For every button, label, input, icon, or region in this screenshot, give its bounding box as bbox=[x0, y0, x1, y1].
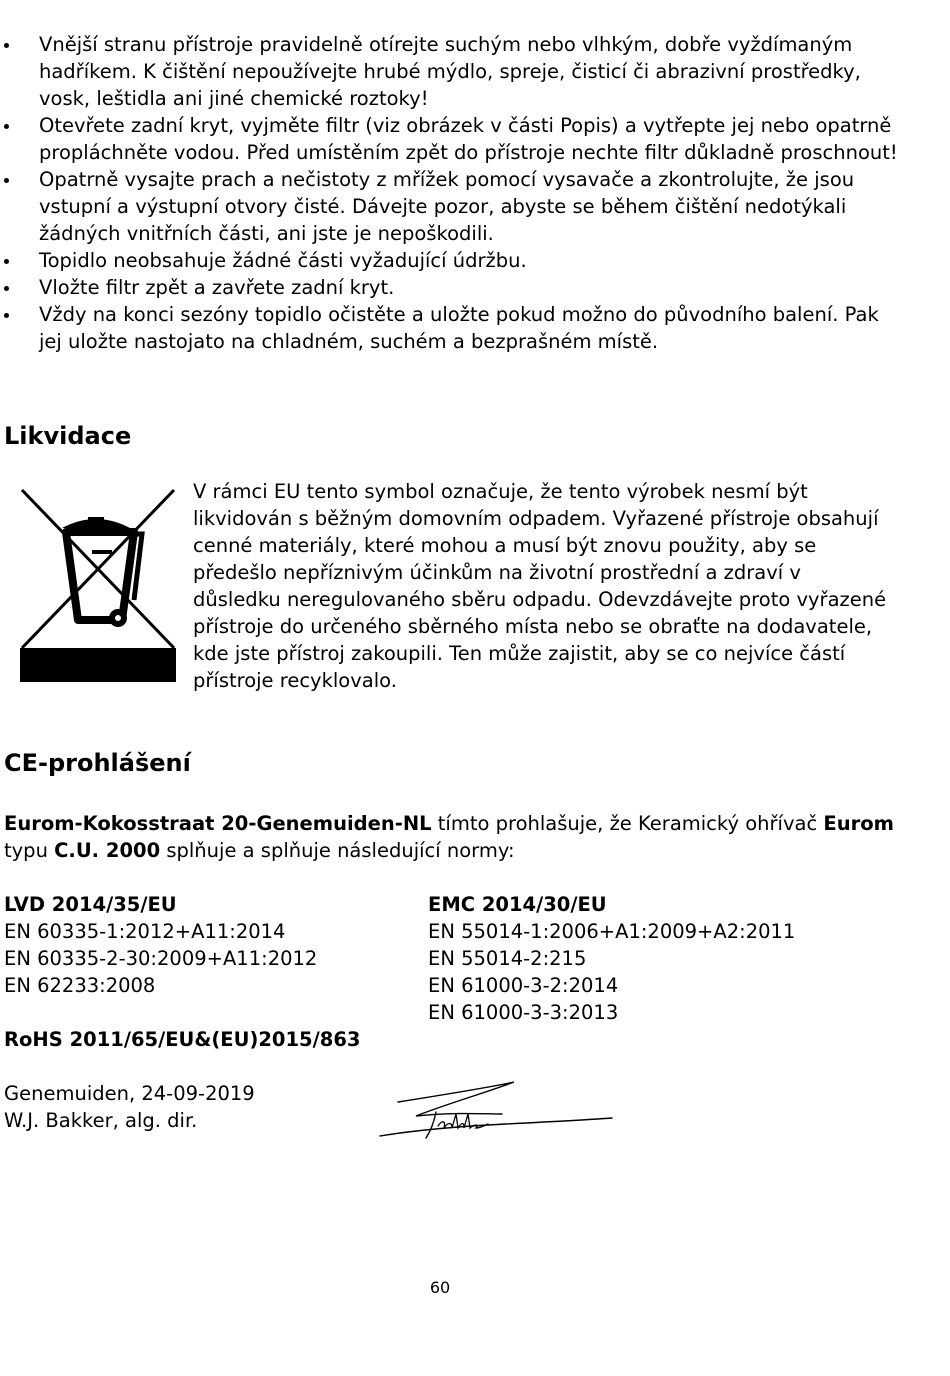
standard-item: EN 61000-3-2:2014 bbox=[428, 974, 619, 997]
rohs-title: RoHS 2011/65/EU&(EU)2015/863 bbox=[4, 1028, 361, 1051]
declaration-text: tímto prohlašuje, že Keramický ohřívač bbox=[431, 812, 824, 835]
list-item: Vždy na konci sezóny topidlo očistěte a uložte pokud možno do původního balení. Pak jej uložte nastojato na chladném, suchém a bezprašném místě. bbox=[0, 301, 900, 355]
company-name: Eurom-Kokosstraat 20-Genemuiden-NL bbox=[4, 812, 432, 835]
list-item: Otevřete zadní kryt, vyjměte filtr (viz obrázek v části Popis) a vytřepte jej nebo opatrně propláchněte vodou. Před umístěním zpět do přístroje nechte filtr důkladně proschnout! bbox=[0, 112, 900, 166]
model-name: C.U. 2000 bbox=[54, 839, 161, 862]
disposal-text: V rámci EU tento symbol označuje, že tento výrobek nesmí být likvidován s běžným domovním odpadem. Vyřazené přístroje obsahují cenné materiály, které mohou a musí být znovu použity, aby se předešlo nepříznivým účinkům na životní prostřední a zdraví v důsledku neregulovaného sběru odpadu. Odevzdávejte proto vyřazené přístroje do určeného sběrného místa nebo se obraťte na dodavatele, kde jste přístroj zakoupili. Ten může zajistit, aby se co nejvíce částí přístroje recyklovalo. bbox=[193, 480, 887, 692]
signature-icon bbox=[376, 1074, 616, 1148]
list-item: Opatrně vysajte prach a nečistoty z mřížek pomocí vysavače a zkontrolujte, že jsou vstupní a výstupní otvory čisté. Dávejte pozor, abyste se během čištění nedotýkali žádných vnitřních části, ani jste je nepoškodili. bbox=[0, 166, 900, 247]
brand-name: Eurom bbox=[823, 812, 894, 835]
standard-item: EN 62233:2008 bbox=[4, 974, 156, 997]
declaration-text: typu bbox=[4, 839, 55, 862]
lvd-standards bbox=[4, 891, 317, 999]
section-heading-ce: CE-prohlášení bbox=[4, 749, 191, 777]
crossed-out-wheelie-bin-icon bbox=[18, 484, 181, 682]
declaration-text: splňuje a splňuje následující normy: bbox=[160, 839, 515, 862]
page-number: 60 bbox=[429, 1278, 451, 1297]
standard-item: EN 55014-1:2006+A1:2009+A2:2011 bbox=[428, 920, 796, 943]
standard-item: EN 55014-2:215 bbox=[428, 947, 587, 970]
lvd-title: LVD 2014/35/EU bbox=[4, 893, 177, 916]
maintenance-list bbox=[0, 31, 900, 355]
emc-standards bbox=[428, 891, 795, 1026]
list-item: Topidlo neobsahuje žádné části vyžadující údržbu. bbox=[0, 247, 900, 274]
standard-item: EN 61000-3-3:2013 bbox=[428, 1001, 619, 1024]
section-heading-disposal: Likvidace bbox=[4, 422, 132, 450]
list-item: Vnější stranu přístroje pravidelně otírejte suchým nebo vlhkým, dobře vyždímaným hadříkem. K čištění nepoužívejte hrubé mýdlo, spreje, čisticí či abrazivní prostředky, vosk, leštidla ani jiné chemické roztoky! bbox=[0, 31, 900, 112]
place-date: Genemuiden, 24-09-2019 bbox=[4, 1082, 255, 1105]
emc-title: EMC 2014/30/EU bbox=[428, 893, 607, 916]
ce-declaration bbox=[4, 810, 904, 864]
signature-block bbox=[4, 1080, 255, 1134]
signatory: W.J. Bakker, alg. dir. bbox=[4, 1109, 198, 1132]
standard-item: EN 60335-1:2012+A11:2014 bbox=[4, 920, 286, 943]
list-item: Vložte filtr zpět a zavřete zadní kryt. bbox=[0, 274, 900, 301]
standard-item: EN 60335-2-30:2009+A11:2012 bbox=[4, 947, 318, 970]
